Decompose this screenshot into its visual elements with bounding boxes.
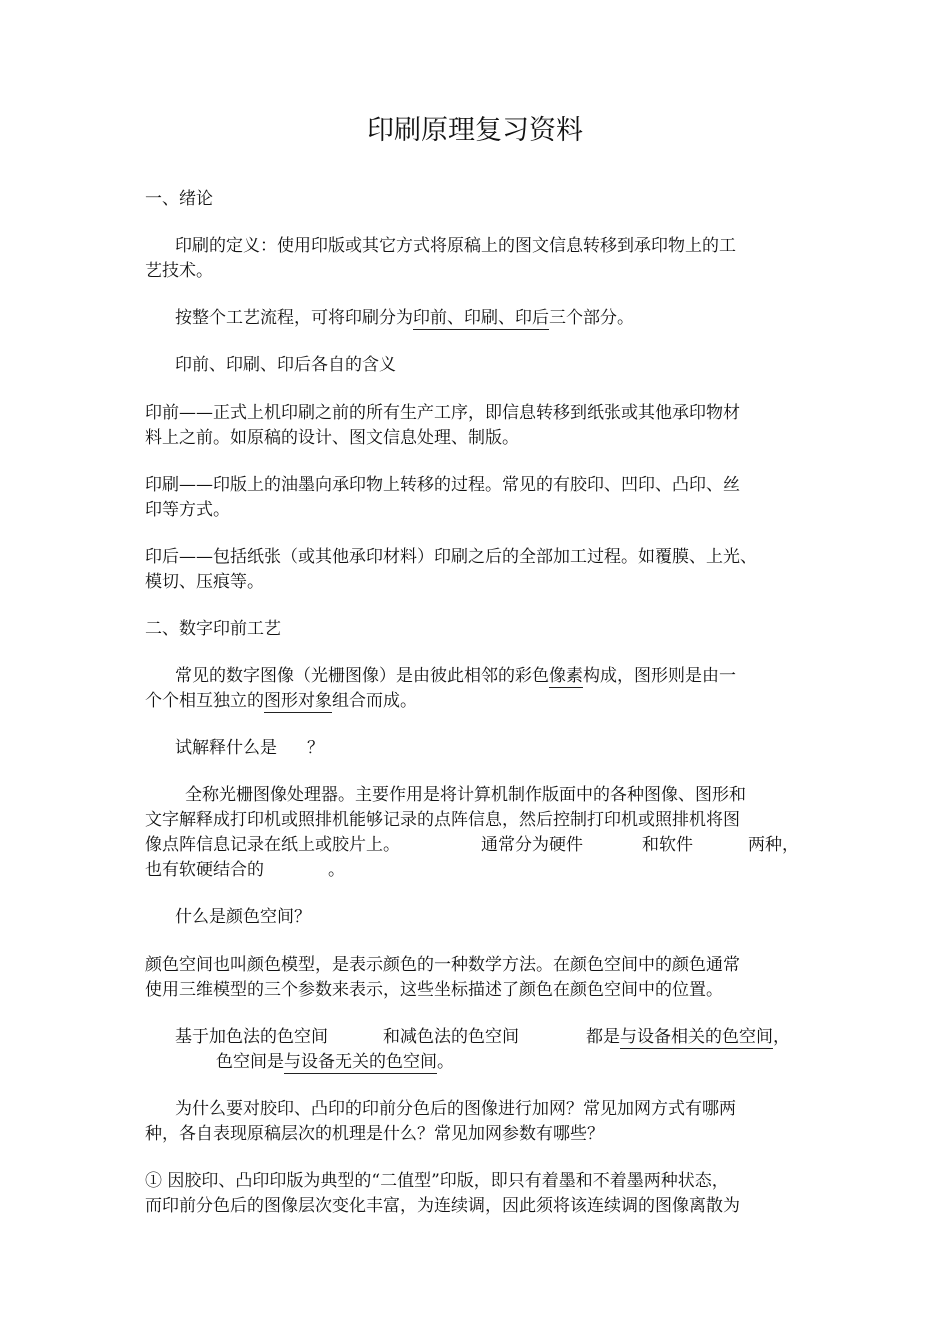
text-segment: 色空间是 (216, 1052, 284, 1072)
paragraph-stages (175, 306, 634, 331)
paragraph-line: 颜色空间也叫颜色模型，是表示颜色的一种数学方法。在颜色空间中的颜色通常 (145, 955, 740, 975)
paragraph-line: 印刷的定义：使用印版或其它方式将原稿上的图文信息转移到承印物上的工 (175, 236, 736, 256)
text-segment: 两种， (748, 835, 799, 855)
paragraph-line: 为什么要对胶印、凸印的印前分色后的图像进行加网？常见加网方式有哪两 (175, 1099, 736, 1119)
text-segment: 都是 (586, 1027, 620, 1047)
paragraph-line: 文字解释成打印机或照排机能够记录的点阵信息，然后控制打印机或照排机将图 (145, 810, 740, 830)
paragraph-line: 全称光栅图像处理器。主要作用是将计算机制作版面中的各种图像、图形和 (185, 785, 746, 805)
paragraph-line: 而印前分色后的图像层次变化丰富，为连续调，因此须将该连续调的图像离散为 (145, 1196, 740, 1216)
paragraph-line: 印前、印刷、印后各自的含义 (175, 355, 396, 375)
paragraph-line: 料上之前。如原稿的设计、图文信息处理、制版。 (145, 428, 519, 448)
paragraph-line: 印等方式。 (145, 500, 230, 520)
underlined-answer: 与设备无关的色空间 (284, 1052, 437, 1072)
text-segment: 通常分为硬件 (481, 835, 583, 855)
underlined-answer: 图形对象 (264, 691, 332, 711)
paragraph-line: 印前——正式上机印刷之前的所有生产工序，即信息转移到纸张或其他承印物材 (145, 403, 740, 423)
paragraph-line (145, 689, 417, 714)
paragraph-line: 使用三维模型的三个参数来表示，这些坐标描述了颜色在颜色空间中的位置。 (145, 980, 723, 1000)
paragraph-line: 印后——包括纸张（或其他承印材料）印刷之后的全部加工过程。如覆膜、上光、 (145, 547, 757, 567)
text-segment: 试解释什么是 (175, 738, 277, 758)
text-segment: 常见的数字图像（光栅图像）是由彼此相邻的彩色 (175, 666, 549, 686)
text-segment: ， (773, 1027, 790, 1047)
text-segment: 。 (328, 860, 345, 880)
text-segment: 构成，图形则是由一 (583, 666, 736, 686)
text-segment: 按整个工艺流程，可将印刷分为 (175, 308, 413, 328)
underlined-answer: 与设备相关的色空间 (620, 1027, 773, 1047)
question-rip (175, 736, 324, 761)
text-segment: ？ (307, 738, 324, 758)
document-title: 印刷原理复习资料 (367, 115, 583, 146)
paragraph-line: 模切、压痕等。 (145, 572, 264, 592)
text-segment: 个个相互独立的 (145, 691, 264, 711)
paragraph-line: 印刷——印版上的油墨向承印物上转移的过程。常见的有胶印、凹印、凸印、丝 (145, 475, 740, 495)
paragraph-line: 艺技术。 (145, 261, 213, 281)
paragraph-line: 种，各自表现原稿层次的机理是什么？常见加网参数有哪些？ (145, 1124, 604, 1144)
paragraph-line: 像点阵信息记录在纸上或胶片上。 (145, 835, 400, 855)
text-segment: 也有软硬结合的 (145, 860, 264, 880)
section-heading-intro: 一、绪论 (145, 189, 213, 209)
text-segment (586, 1025, 790, 1050)
section-heading-digital-prepress: 二、数字印前工艺 (145, 619, 281, 639)
text-segment (216, 1050, 454, 1075)
underlined-answer: 印前、印刷、印后 (413, 308, 549, 328)
paragraph-line: ① 因胶印、凸印印版为典型的“二值型”印版，即只有着墨和不着墨两种状态， (145, 1171, 729, 1191)
question-color-space: 什么是颜色空间？ (175, 907, 311, 927)
paragraph-line (175, 664, 736, 689)
text-segment: 。 (437, 1052, 454, 1072)
text-segment: 和减色法的色空间 (383, 1027, 519, 1047)
text-segment: 组合而成。 (332, 691, 417, 711)
underlined-answer: 像素 (549, 666, 583, 686)
text-segment: 基于加色法的色空间 (175, 1027, 328, 1047)
text-segment: 和软件 (642, 835, 693, 855)
text-segment: 三个部分。 (549, 308, 634, 328)
